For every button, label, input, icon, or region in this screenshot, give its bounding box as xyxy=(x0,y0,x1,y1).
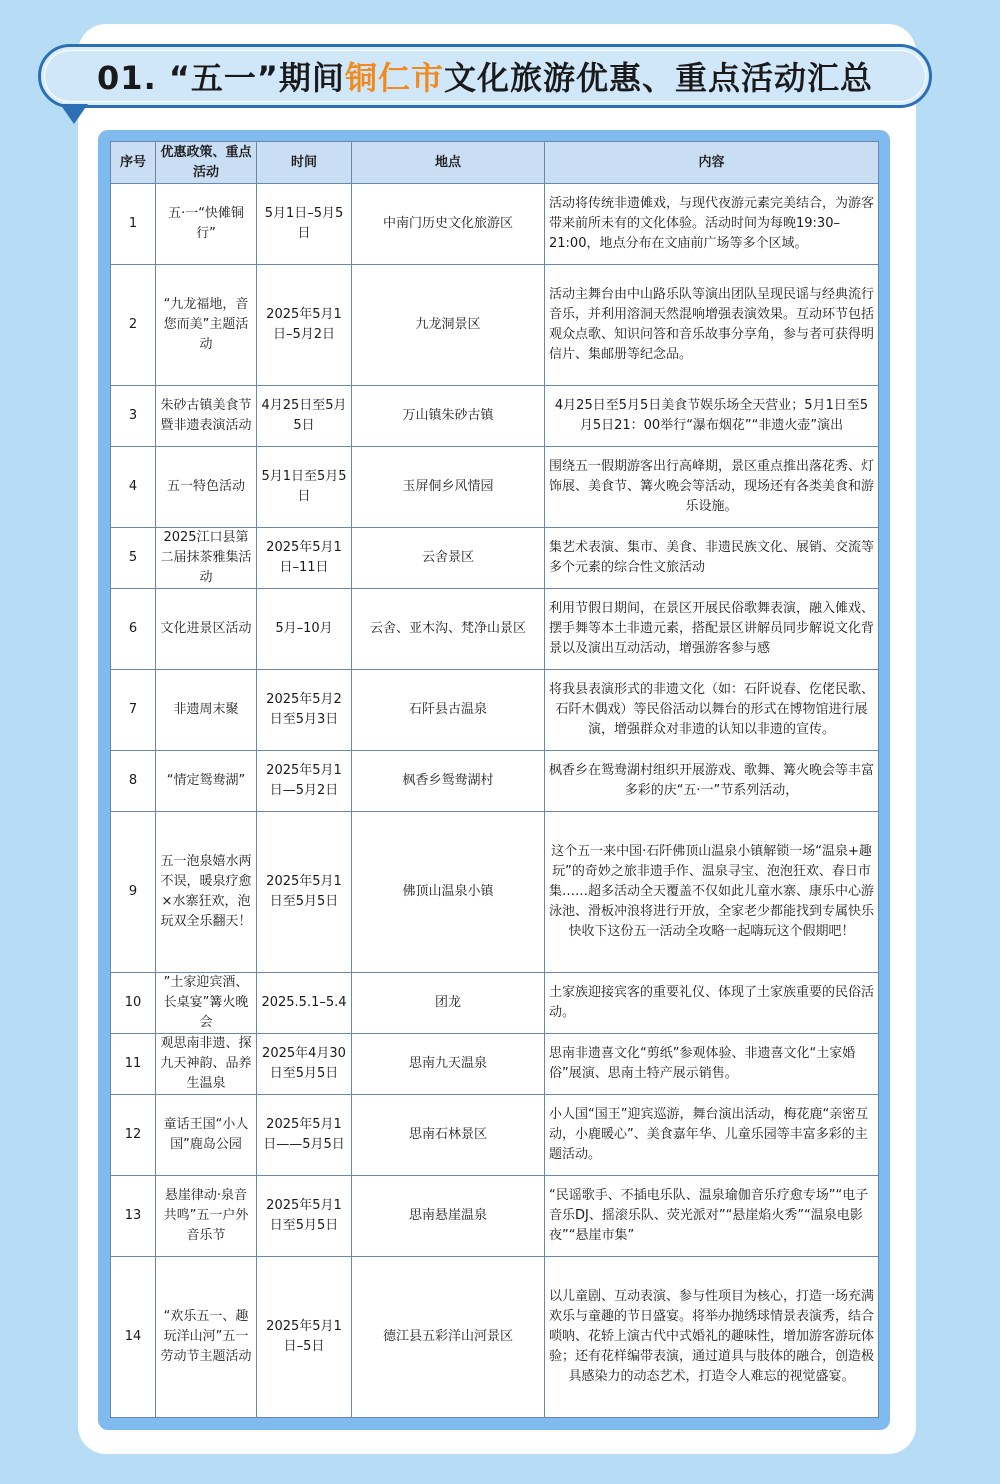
row-activity: 朱砂古镇美食节暨非遗表演活动 xyxy=(156,386,257,447)
activity-table xyxy=(110,141,879,1418)
row-content: 4月25日至5月5日美食节娱乐场全天营业；5月1日至5月5日21：00举行“瀑布烟花”“非遗火壶”演出 xyxy=(545,386,879,447)
row-place: 云舍、亚木沟、梵净山景区 xyxy=(352,589,545,670)
table-row xyxy=(111,751,879,812)
page-title xyxy=(41,47,929,105)
row-place: 九龙洞景区 xyxy=(352,265,545,386)
row-content: 利用节假日期间，在景区开展民俗歌舞表演，融入傩戏、摆手舞等本土非遗元素，搭配景区讲解员同步解说文化背景以及演出互动活动，增强游客参与感 xyxy=(545,589,879,670)
row-no: 11 xyxy=(111,1034,156,1095)
row-place: 团龙 xyxy=(352,973,545,1034)
table-row xyxy=(111,812,879,973)
row-time: 2025年5月1日——5月5日 xyxy=(257,1095,352,1176)
table-row xyxy=(111,265,879,386)
title-suffix: 文化旅游优惠、重点活动汇总 xyxy=(443,59,873,97)
row-no: 13 xyxy=(111,1176,156,1257)
row-place: 思南石林景区 xyxy=(352,1095,545,1176)
table-header-row xyxy=(111,142,879,184)
row-place: 中南门历史文化旅游区 xyxy=(352,184,545,265)
row-no: 14 xyxy=(111,1257,156,1418)
row-time: 2025年5月1日—5月2日 xyxy=(257,751,352,812)
row-content: 活动将传统非遗傩戏，与现代夜游元素完美结合，为游客带来前所未有的文化体验。活动时间为每晚19:30–21:00，地点分布在文庙前广场等多个区域。 xyxy=(545,184,879,265)
row-time: 2025年4月30日至5月5日 xyxy=(257,1034,352,1095)
table-row xyxy=(111,589,879,670)
row-activity: ”土家迎宾酒、长桌宴”篝火晚会 xyxy=(156,973,257,1034)
header-activity: 优惠政策、重点活动 xyxy=(156,142,257,184)
row-content: 围绕五一假期游客出行高峰期，景区重点推出落花秀、灯饰展、美食节、篝火晚会等活动，现场还有各类美食和游乐设施。 xyxy=(545,447,879,528)
row-time: 2025.5.1–5.4 xyxy=(257,973,352,1034)
row-no: 12 xyxy=(111,1095,156,1176)
header-time: 时间 xyxy=(257,142,352,184)
row-place: 佛顶山温泉小镇 xyxy=(352,812,545,973)
row-content: 小人国“国王”迎宾巡游，舞台演出活动，梅花鹿“亲密互动，小鹿暖心”、美食嘉年华、儿童乐园等丰富多彩的主题活动。 xyxy=(545,1095,879,1176)
row-time: 2025年5月1日至5月5日 xyxy=(257,1176,352,1257)
row-activity: “九龙福地，音您而美”主题活动 xyxy=(156,265,257,386)
row-time: 5月1日至5月5日 xyxy=(257,447,352,528)
row-activity: 童话王国“小人国”鹿岛公园 xyxy=(156,1095,257,1176)
row-content: 枫香乡在鸳鸯湖村组织开展游戏、歌舞、篝火晚会等丰富多彩的庆“五·一”节系列活动， xyxy=(545,751,879,812)
row-activity: “欢乐五一、趣玩洋山河”五一劳动节主题活动 xyxy=(156,1257,257,1418)
table-row xyxy=(111,1034,879,1095)
row-place: 云舍景区 xyxy=(352,528,545,589)
row-time: 5月1日–5月5日 xyxy=(257,184,352,265)
row-time: 2025年5月2日至5月3日 xyxy=(257,670,352,751)
row-content: “民谣歌手、不插电乐队、温泉瑜伽音乐疗愈专场”“电子音乐DJ、摇滚乐队、荧光派对”“悬崖焰火秀”“温泉电影夜”“悬崖市集” xyxy=(545,1176,879,1257)
row-activity: 观思南非遗、探九天神韵、品养生温泉 xyxy=(156,1034,257,1095)
row-place: 枫香乡鸳鸯湖村 xyxy=(352,751,545,812)
row-activity: 五·一“快傩铜行” xyxy=(156,184,257,265)
row-activity: 文化进景区活动 xyxy=(156,589,257,670)
title-prefix: 01. “五一”期间 xyxy=(97,59,345,97)
table-row xyxy=(111,1257,879,1418)
row-content: 集艺术表演、集市、美食、非遗民族文化、展销、交流等多个元素的综合性文旅活动 xyxy=(545,528,879,589)
row-place: 石阡县古温泉 xyxy=(352,670,545,751)
row-no: 7 xyxy=(111,670,156,751)
table-row xyxy=(111,184,879,265)
row-content: 这个五一来中国·石阡佛顶山温泉小镇解锁一场“温泉+趣玩”的奇妙之旅非遗手作、温泉寻宝、泡泡狂欢、春日市集……超多活动全天覆盖不仅如此儿童水寨、康乐中心游泳池、滑板冲浪将进行开放，全家老少都能找到专属快乐快收下这份五一活动全攻略一起嗨玩这个假期吧！ xyxy=(545,812,879,973)
row-activity: 五一泡泉嬉水两不误，暖泉疗愈×水寨狂欢，泡玩双全乐翻天！ xyxy=(156,812,257,973)
row-place: 思南悬崖温泉 xyxy=(352,1176,545,1257)
header-content: 内容 xyxy=(545,142,879,184)
row-no: 9 xyxy=(111,812,156,973)
row-no: 5 xyxy=(111,528,156,589)
row-activity: “情定鸳鸯湖” xyxy=(156,751,257,812)
table-row xyxy=(111,670,879,751)
row-no: 10 xyxy=(111,973,156,1034)
title-banner-tail xyxy=(60,104,88,124)
table-row xyxy=(111,1095,879,1176)
header-no: 序号 xyxy=(111,142,156,184)
row-place: 德江县五彩洋山河景区 xyxy=(352,1257,545,1418)
table-row xyxy=(111,528,879,589)
row-time: 2025年5月1日–5日 xyxy=(257,1257,352,1418)
row-time: 5月–10月 xyxy=(257,589,352,670)
row-content: 土家族迎接宾客的重要礼仪、体现了土家族重要的民俗活动。 xyxy=(545,973,879,1034)
header-place: 地点 xyxy=(352,142,545,184)
row-content: 将我县表演形式的非遗文化（如：石阡说春、仡佬民歌、石阡木偶戏）等民俗活动以舞台的形式在博物馆进行展演，增强群众对非遗的认知以非遗的宣传。 xyxy=(545,670,879,751)
row-place: 思南九天温泉 xyxy=(352,1034,545,1095)
row-activity: 悬崖律动·泉音共鸣”五一户外音乐节 xyxy=(156,1176,257,1257)
row-no: 4 xyxy=(111,447,156,528)
table-row xyxy=(111,1176,879,1257)
title-highlight-city: 铜仁市 xyxy=(344,59,444,97)
table-row xyxy=(111,973,879,1034)
row-content: 思南非遗喜文化“剪纸”参观体验、非遗喜文化“土家婚俗”展演、思南土特产展示销售。 xyxy=(545,1034,879,1095)
row-activity: 非遗周末聚 xyxy=(156,670,257,751)
row-place: 玉屏侗乡风情园 xyxy=(352,447,545,528)
table-row xyxy=(111,447,879,528)
row-place: 万山镇朱砂古镇 xyxy=(352,386,545,447)
row-no: 8 xyxy=(111,751,156,812)
row-content: 活动主舞台由中山路乐队等演出团队呈现民谣与经典流行音乐，并利用溶洞天然混响增强表演效果。互动环节包括观众点歌、知识问答和音乐故事分享角，参与者可获得明信片、集邮册等纪念品。 xyxy=(545,265,879,386)
row-time: 4月25日至5月5日 xyxy=(257,386,352,447)
table-row xyxy=(111,386,879,447)
row-no: 3 xyxy=(111,386,156,447)
row-time: 2025年5月1日–11日 xyxy=(257,528,352,589)
title-banner xyxy=(38,44,932,108)
row-activity: 五一特色活动 xyxy=(156,447,257,528)
row-time: 2025年5月1日至5月5日 xyxy=(257,812,352,973)
row-activity: 2025江口县第二届抹茶雅集活动 xyxy=(156,528,257,589)
row-no: 1 xyxy=(111,184,156,265)
row-no: 6 xyxy=(111,589,156,670)
row-no: 2 xyxy=(111,265,156,386)
row-content: 以儿童剧、互动表演、参与性项目为核心，打造一场充满欢乐与童趣的节日盛宴。将举办抛绣球情景表演秀，结合唢呐、花轿上演古代中式婚礼的趣味性，增加游客游玩体验；还有花样编带表演，通过道具与肢体的融合，创造极具感染力的动态艺术，打造令人难忘的视觉盛宴。 xyxy=(545,1257,879,1418)
row-time: 2025年5月1日–5月2日 xyxy=(257,265,352,386)
